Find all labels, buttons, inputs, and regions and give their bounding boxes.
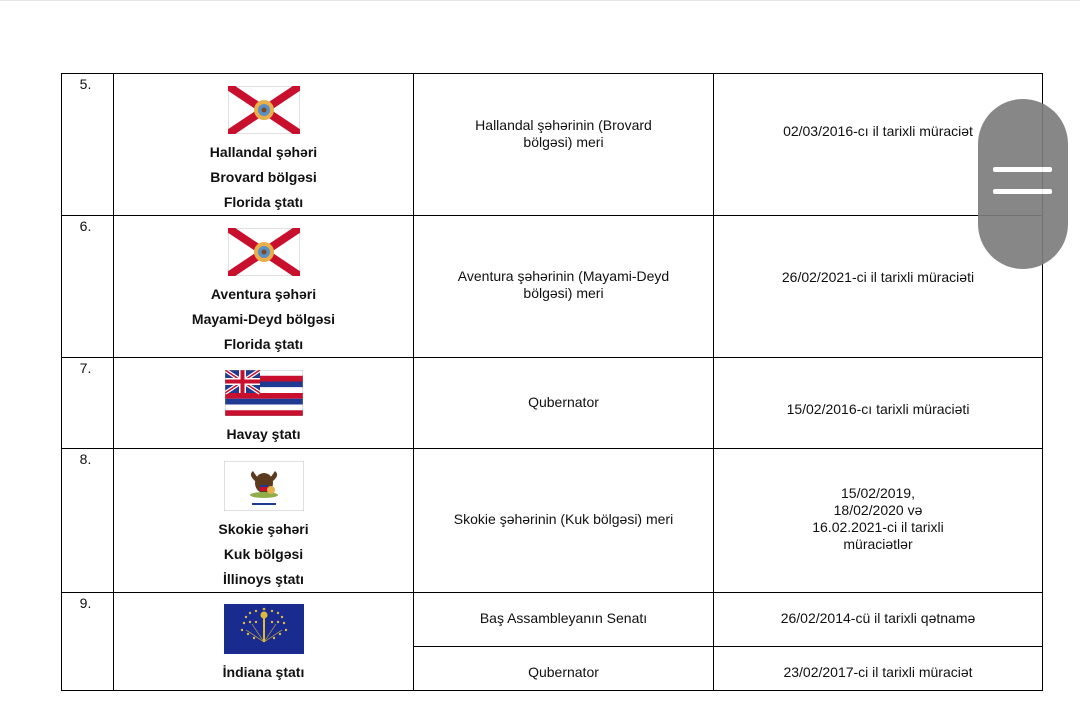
entity-cell — [114, 449, 414, 593]
appeal-line: 15/02/2019, — [841, 484, 915, 501]
position-cell — [414, 593, 714, 647]
indiana-flag-icon — [224, 604, 304, 654]
position-line: bölgəsi) meri — [523, 133, 604, 150]
entity-line-state: İndiana ştatı — [222, 664, 305, 680]
entity-cell — [114, 74, 414, 216]
appeal-line: 15/02/2016-cı tarixli müraciəti — [786, 400, 970, 417]
entity-cell — [114, 593, 414, 691]
row-number: 6. — [62, 216, 114, 358]
position-line: Aventura şəhərinin (Mayami-Deyd — [457, 267, 670, 284]
drag-handle-bar-top — [993, 167, 1052, 172]
entity-line-state: Florida ştatı — [223, 336, 304, 352]
appeal-line: 26/02/2021-ci il tarixli müraciəti — [781, 269, 975, 285]
entity-line-county: Kuk bölgəsi — [223, 546, 304, 562]
entity-line-state: Florida ştatı — [223, 194, 304, 210]
position-line: Hallandal şəhərinin (Brovard — [475, 116, 652, 133]
appeal-line: 02/03/2016-cı il tarixli müraciət — [783, 122, 973, 139]
appeal-line: müraciətlər — [843, 535, 913, 552]
florida-flag-icon — [228, 86, 300, 134]
entity-line-state: Havay ştatı — [226, 426, 301, 442]
entity-line-county: Brovard bölgəsi — [210, 169, 317, 185]
appeal-line: 18/02/2020 və — [833, 501, 923, 518]
appeal-line: 26/02/2014-cü il tarixli qətnamə — [780, 610, 976, 626]
row-number: 7. — [62, 358, 114, 449]
drag-handle-icon[interactable] — [978, 99, 1068, 269]
illinois-flag-icon — [224, 461, 304, 511]
table-row — [62, 449, 1043, 593]
appeal-line: 23/02/2017-ci il tarixli müraciət — [783, 663, 973, 680]
row-number: 5. — [62, 74, 114, 216]
appeal-cell — [714, 358, 1043, 449]
appeal-line: 16.02.2021-ci il tarixli — [812, 518, 944, 535]
position-cell — [414, 216, 714, 358]
position-cell — [414, 647, 714, 691]
appeal-cell — [714, 647, 1043, 691]
position-line: Qubernator — [528, 393, 599, 410]
entity-line-state: İllinoys ştatı — [223, 571, 304, 587]
position-cell — [414, 358, 714, 449]
appeal-cell — [714, 593, 1043, 647]
entity-line-county: Mayami-Deyd bölgəsi — [191, 311, 336, 327]
drag-handle-bar-bottom — [993, 189, 1052, 194]
position-line: Baş Assambleyanın Senatı — [479, 610, 648, 626]
florida-flag-icon — [228, 228, 300, 276]
entity-cell — [114, 358, 414, 449]
appeal-cell — [714, 449, 1043, 593]
entity-cell — [114, 216, 414, 358]
entity-line-city: Aventura şəhəri — [210, 286, 317, 302]
position-line: Qubernator — [528, 663, 599, 680]
row-number: 9. — [62, 593, 114, 691]
hawaii-flag-icon — [225, 370, 303, 416]
entity-line-city: Hallandal şəhəri — [209, 144, 318, 160]
table-row — [62, 216, 1043, 358]
table-row — [62, 358, 1043, 449]
table-row — [62, 74, 1043, 216]
page-top-border — [0, 0, 1080, 1]
position-cell — [414, 74, 714, 216]
position-cell — [414, 449, 714, 593]
position-line: Skokie şəhərinin (Kuk bölgəsi) meri — [453, 511, 674, 527]
entity-line-city: Skokie şəhəri — [218, 521, 309, 537]
table-row — [62, 593, 1043, 647]
row-number: 8. — [62, 449, 114, 593]
position-line: bölgəsi) meri — [523, 284, 604, 301]
document-table — [61, 73, 1043, 691]
